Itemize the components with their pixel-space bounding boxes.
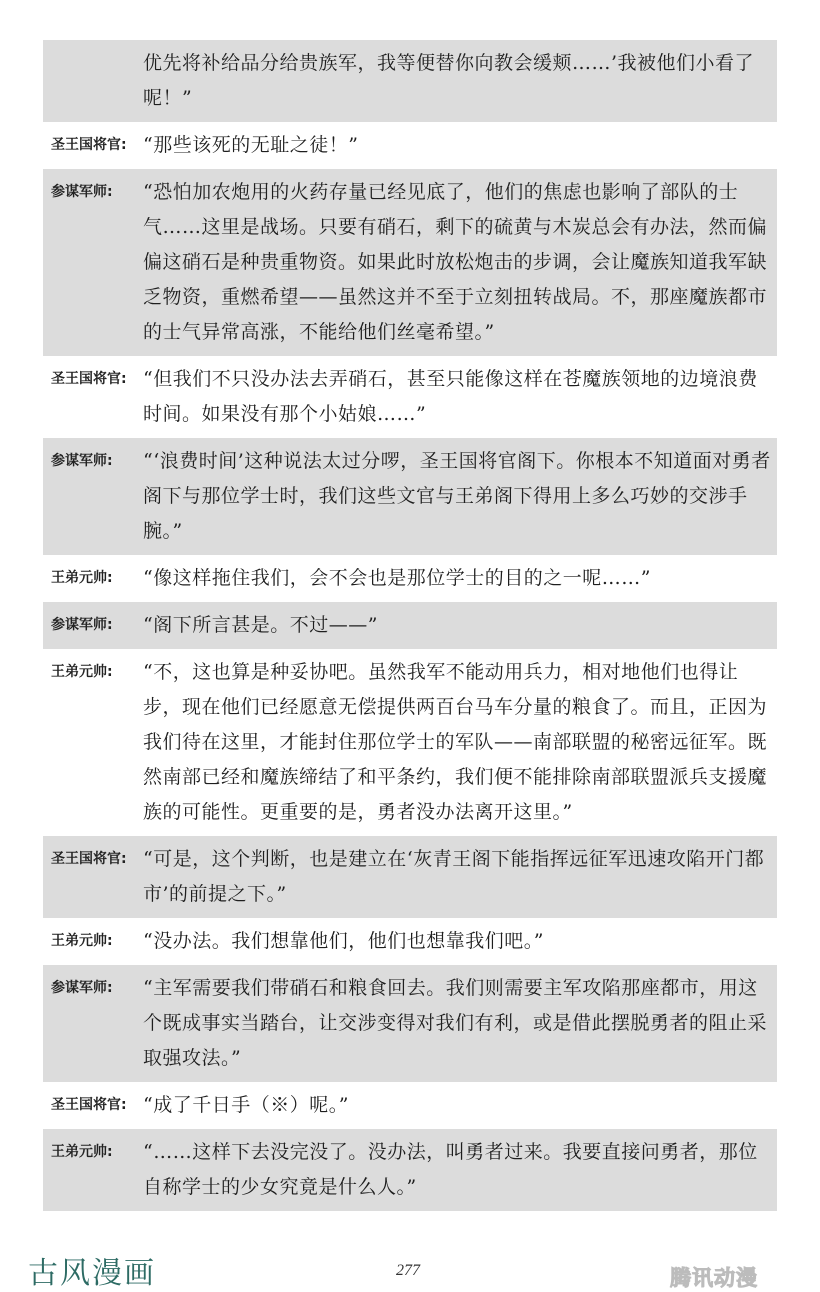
dialogue-text: “‘浪费时间’这种说法太过分啰，圣王国将官阁下。你根本不知道面对勇者阁下与那位学士时，我们这些文官与王弟阁下得用上多么巧妙的交涉手腕。” (143, 450, 771, 542)
dialogue-row (43, 122, 777, 169)
speaker-label: 参谋军师: (51, 617, 113, 633)
dialogue-text: “但我们不只没办法去弄硝石，甚至只能像这样在苍魔族领地的边境浪费时间。如果没有那个小姑娘……” (143, 368, 758, 425)
speaker-label: 圣王国将官: (51, 1097, 127, 1113)
dialogue-row (43, 555, 777, 602)
dialogue-row (43, 40, 777, 122)
dialogue-text: “……这样下去没完没了。没办法，叫勇者过来。我要直接问勇者，那位自称学士的少女究竟是什么人。” (143, 1141, 758, 1198)
dialogue-text: “成了千日手（※）呢。” (143, 1094, 349, 1116)
dialogue-text: “阁下所言甚是。不过——” (143, 614, 378, 636)
dialogue-text: “不，这也算是种妥协吧。虽然我军不能动用兵力，相对地他们也得让步，现在他们已经愿意无偿提供两百台马车分量的粮食了。而且，正因为我们待在这里，才能封住那位学士的军队——南部联盟的秘密远征军。既然南部已经和魔族缔结了和平条约，我们便不能排除南部联盟派兵支援魔族的可能性。更重要的是，勇者没办法离开这里。” (143, 661, 768, 823)
speaker-label: 王弟元帅: (51, 570, 113, 586)
speaker-label: 王弟元帅: (51, 664, 113, 680)
dialogue-row (43, 602, 777, 649)
dialogue-row (43, 1129, 777, 1211)
speaker-label: 参谋军师: (51, 184, 113, 200)
speaker-label: 圣王国将官: (51, 137, 127, 153)
speaker-label: 王弟元帅: (51, 933, 113, 949)
dialogue-row (43, 356, 777, 438)
dialogue-text: “像这样拖住我们，会不会也是那位学士的目的之一呢……” (143, 567, 651, 589)
dialogue-text: “那些该死的无耻之徒！” (143, 134, 359, 156)
dialogue-text: “没办法。我们想靠他们，他们也想靠我们吧。” (143, 930, 544, 952)
speaker-label: 圣王国将官: (51, 851, 127, 867)
dialogue-row (43, 836, 777, 918)
speaker-label: 参谋军师: (51, 453, 113, 469)
speaker-label: 圣王国将官: (51, 371, 127, 387)
site-logo: 古风漫画 (28, 1256, 156, 1291)
dialogue-text: “主军需要我们带硝石和粮食回去。我们则需要主军攻陷那座都市，用这个既成事实当踏台，让交涉变得对我们有利，或是借此摆脱勇者的阻止采取强攻法。” (143, 977, 768, 1069)
watermark-logo: 腾讯动漫 (670, 1266, 758, 1290)
dialogue-text: “恐怕加农炮用的火药存量已经见底了，他们的焦虑也影响了部队的士气……这里是战场。只要有硝石，剩下的硫黄与木炭总会有办法，然而偏偏这硝石是种贵重物资。如果此时放松炮击的步调，会让魔族知道我军缺乏物资，重燃希望——虽然这并不至于立刻扭转战局。不，那座魔族都市的士气异常高涨，不能给他们丝毫希望。” (143, 181, 768, 343)
speaker-label: 王弟元帅: (51, 1144, 113, 1160)
dialogue-row (43, 169, 777, 356)
speaker-label: 参谋军师: (51, 980, 113, 996)
dialogue-row (43, 965, 777, 1082)
dialogue-row (43, 918, 777, 965)
dialogue-row (43, 438, 777, 555)
dialogue-row (43, 649, 777, 836)
dialogue-list (43, 40, 777, 1211)
dialogue-text: 优先将补给品分给贵族军，我等便替你向教会缓颊……’我被他们小看了呢！” (143, 52, 755, 109)
dialogue-row (43, 1082, 777, 1129)
dialogue-text: “可是，这个判断，也是建立在‘灰青王阁下能指挥远征军迅速攻陷开门都市’的前提之下。” (143, 848, 765, 905)
page-number: 277 (396, 1262, 420, 1279)
